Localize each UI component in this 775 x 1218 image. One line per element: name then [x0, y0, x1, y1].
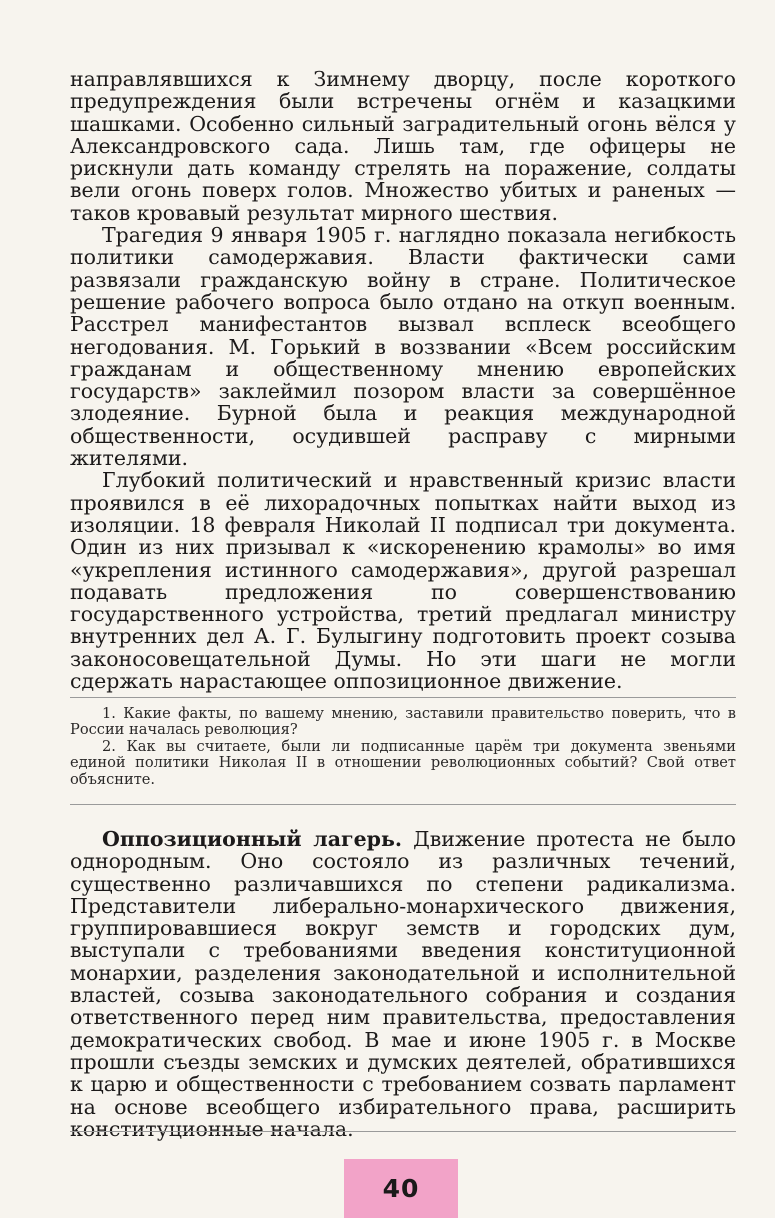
questions-block: [70, 706, 736, 788]
questions-top-rule: [70, 697, 736, 698]
questions-bottom-rule: [70, 804, 736, 805]
page-number: 40: [382, 1174, 420, 1203]
paragraph-2: Трагедия 9 января 1905 г. наглядно показала негибкость политики самодержавия. Власти фактически сами развязали гражданскую войну в стране. Политическое решение рабочего вопроса было отдано на откуп военным. Расстрел манифестантов вызвал всплеск всеобщего негодования. М. Горький в воззвании «Всем российским гражданам и общественному мнению европейских государств» заклеймил позором власти за совершённое злодеяние. Бурной была и реакция международной общественности, осудившей расправу с мирными жителями.: [70, 223, 736, 471]
section-opposition: [70, 828, 736, 1140]
page-number-badge: [344, 1159, 458, 1218]
section-heading: Оппозиционный лагерь.: [102, 827, 403, 851]
footer-rule: [70, 1131, 736, 1132]
main-text: [70, 68, 736, 692]
question-2: 2. Как вы считаете, были ли подписанные царём три документа звеньями единой политики Николая II в отношении революционных событий? Свой ответ объясните.: [70, 737, 736, 788]
paragraph-1: направлявшихся к Зимнему дворцу, после короткого предупреждения были встречены огнём и казацкими шашками. Особенно сильный заградительный огонь вёлся у Александровского сада. Лишь там, где офицеры не рискнули дать команду стрелять на поражение, солдаты вели огонь поверх голов. Множество убитых и раненых — таков кровавый результат мирного шествия.: [70, 67, 736, 225]
paragraph-3: Глубокий политический и нравственный кризис власти проявился в её лихорадочных попытках найти выход из изоляции. 18 февраля Николай II подписал три документа. Один из них призывал к «искоренению крамолы» во имя «укрепления истинного самодержавия», другой разрешал подавать предложения по совершенствованию государственного устройства, третий предлагал министру внутренних дел А. Г. Булыгину подготовить проект созыва законосовещательной Думы. Но эти шаги не могли сдержать нарастающее оппозиционное движение.: [70, 468, 736, 694]
section-text: Движение протеста не было однородным. Оно состояло из различных течений, существенно различавшихся по степени радикализма. Представители либерально-монархического движения, группировавшиеся вокруг земств и городских дум, выступали с требованиями введения конституционной монархии, разделения законодательной и исполнительной властей, созыва законодательного собрания и создания ответственного перед ним правительства, предоставления демократических свобод. В мае и июне 1905 г. в Москве прошли съезды земских и думских деятелей, обратившихся к царю и общественности с требованием созвать парламент на основе всеобщего избирательного права, расширить конституционные начала.: [70, 827, 736, 1141]
question-1: 1. Какие факты, по вашему мнению, заставили правительство поверить, что в России началась революция?: [70, 705, 736, 739]
section-paragraph: [70, 828, 736, 1140]
